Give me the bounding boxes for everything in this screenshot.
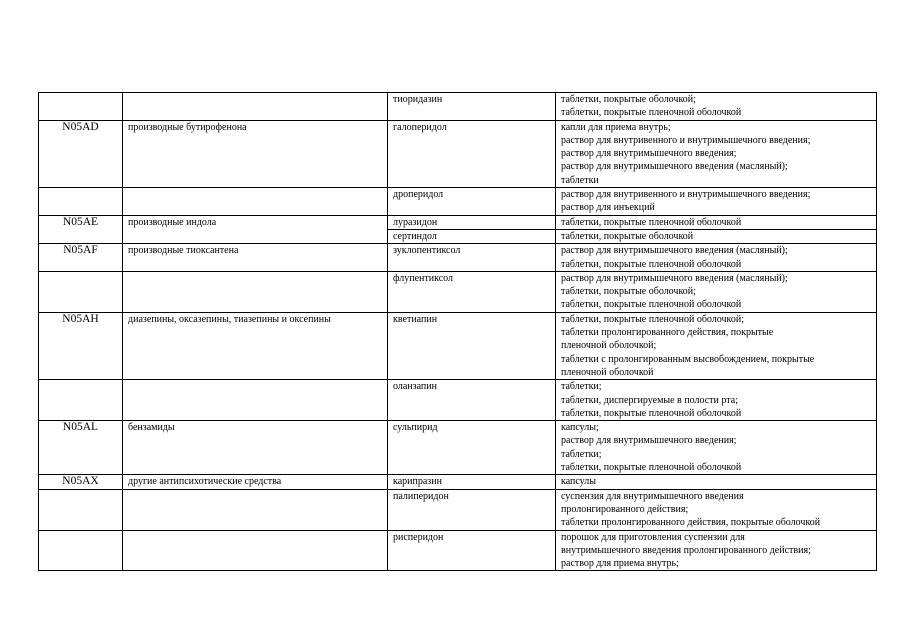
group-cell: бензамиды bbox=[123, 421, 388, 475]
atc-code-cell bbox=[39, 93, 123, 121]
atc-code-cell bbox=[39, 271, 123, 312]
group-cell bbox=[123, 271, 388, 312]
dosage-form-line: таблетки; bbox=[561, 448, 602, 460]
table-row bbox=[39, 380, 877, 421]
dosage-forms-cell bbox=[556, 312, 877, 379]
atc-code-cell: N05AF bbox=[39, 244, 123, 272]
dosage-form-line: таблетки; bbox=[561, 381, 602, 393]
atc-code-cell: N05AH bbox=[39, 312, 123, 379]
medication-table bbox=[38, 92, 877, 571]
drug-cell: сертиндол bbox=[388, 229, 556, 243]
dosage-form-line: таблетки, покрытые пленочной оболочкой bbox=[561, 407, 742, 419]
dosage-forms-cell bbox=[556, 421, 877, 475]
dosage-form-line: капли для приема внутрь; bbox=[561, 121, 671, 133]
dosage-form-line: порошок для приготовления суспензии для bbox=[561, 531, 745, 543]
dosage-forms-cell bbox=[556, 530, 877, 571]
drug-cell: дроперидол bbox=[388, 188, 556, 216]
table-row bbox=[39, 421, 877, 475]
dosage-form-line: таблетки, покрытые пленочной оболочкой bbox=[561, 299, 742, 311]
dosage-form-line: капсулы; bbox=[561, 422, 599, 434]
atc-code-cell: N05AE bbox=[39, 215, 123, 244]
dosage-form-line: таблетки, покрытые оболочкой; bbox=[561, 94, 696, 105]
dosage-form-line: раствор для внутримышечного введения (масляный); bbox=[561, 161, 788, 173]
dosage-form-line: таблетки пролонгированного действия, покрытые оболочкой bbox=[561, 517, 821, 529]
dosage-form-line: пленочной оболочкой bbox=[561, 366, 654, 378]
table-row bbox=[39, 312, 877, 379]
group-cell: другие антипсихотические средства bbox=[123, 475, 388, 489]
group-cell: производные тиоксантена bbox=[123, 244, 388, 272]
dosage-form-line: таблетки, покрытые пленочной оболочкой bbox=[561, 216, 742, 228]
dosage-form-line: раствор для приема внутрь; bbox=[561, 558, 679, 570]
group-cell bbox=[123, 530, 388, 571]
dosage-forms-cell bbox=[556, 188, 877, 216]
dosage-form-line: таблетки, покрытые пленочной оболочкой bbox=[561, 258, 742, 270]
dosage-form-line: раствор для внутривенного и внутримышечного введения; bbox=[561, 134, 811, 146]
dosage-form-line: таблетки, покрытые пленочной оболочкой; bbox=[561, 313, 745, 325]
drug-cell: карипразин bbox=[388, 475, 556, 489]
atc-code-cell bbox=[39, 188, 123, 216]
dosage-form-line: капсулы bbox=[561, 476, 596, 488]
drug-cell: рисперидон bbox=[388, 530, 556, 571]
dosage-form-line: суспензия для внутримышечного введения bbox=[561, 490, 744, 502]
drug-cell: флупентиксол bbox=[388, 271, 556, 312]
dosage-form-line: таблетки, покрытые пленочной оболочкой bbox=[561, 107, 742, 119]
dosage-forms-cell bbox=[556, 475, 877, 489]
dosage-form-line: раствор для внутримышечного введения; bbox=[561, 148, 737, 160]
table-row bbox=[39, 489, 877, 530]
dosage-forms-cell bbox=[556, 120, 877, 187]
atc-code-cell bbox=[39, 489, 123, 530]
dosage-form-line: пленочной оболочкой; bbox=[561, 340, 657, 352]
table-row bbox=[39, 271, 877, 312]
dosage-forms-cell bbox=[556, 93, 877, 121]
dosage-form-line: внутримышечного введения пролонгированного действия; bbox=[561, 544, 811, 556]
drug-cell: галоперидол bbox=[388, 120, 556, 187]
group-cell bbox=[123, 380, 388, 421]
dosage-forms-cell bbox=[556, 229, 877, 243]
group-cell: производные индола bbox=[123, 215, 388, 244]
table-row bbox=[39, 530, 877, 571]
atc-code-cell: N05AX bbox=[39, 475, 123, 489]
dosage-form-line: раствор для инъекций bbox=[561, 202, 655, 214]
dosage-form-line: таблетки, диспергируемые в полости рта; bbox=[561, 394, 738, 406]
group-cell bbox=[123, 188, 388, 216]
table-row bbox=[39, 188, 877, 216]
group-cell: диазепины, оксазепины, тиазепины и оксепины bbox=[123, 312, 388, 379]
atc-code-cell: N05AD bbox=[39, 120, 123, 187]
atc-code-cell bbox=[39, 530, 123, 571]
drug-cell: тиоридазин bbox=[388, 93, 556, 121]
drug-cell: луразидон bbox=[388, 215, 556, 229]
drug-cell: зуклопентиксол bbox=[388, 244, 556, 272]
dosage-form-line: таблетки с пролонгированным высвобождением, покрытые bbox=[561, 353, 815, 365]
dosage-form-line: пролонгированного действия; bbox=[561, 503, 689, 515]
atc-code-cell: N05AL bbox=[39, 421, 123, 475]
dosage-form-line: раствор для внутримышечного введения; bbox=[561, 435, 737, 447]
drug-cell: кветиапин bbox=[388, 312, 556, 379]
group-cell bbox=[123, 93, 388, 121]
group-cell: производные бутирофенона bbox=[123, 120, 388, 187]
dosage-form-line: раствор для внутривенного и внутримышечного введения; bbox=[561, 189, 811, 201]
dosage-form-line: таблетки, покрытые пленочной оболочкой bbox=[561, 462, 742, 474]
atc-code-cell bbox=[39, 380, 123, 421]
dosage-form-line: раствор для внутримышечного введения (масляный); bbox=[561, 245, 788, 257]
drug-cell: сульпирид bbox=[388, 421, 556, 475]
group-cell bbox=[123, 489, 388, 530]
table-row bbox=[39, 120, 877, 187]
dosage-forms-cell bbox=[556, 215, 877, 229]
drug-cell: палиперидон bbox=[388, 489, 556, 530]
dosage-form-line: таблетки, покрытые оболочкой bbox=[561, 230, 694, 242]
table-row bbox=[39, 215, 877, 229]
dosage-form-line: таблетки, покрытые оболочкой; bbox=[561, 286, 696, 298]
dosage-form-line: таблетки bbox=[561, 174, 599, 186]
drug-cell: оланзапин bbox=[388, 380, 556, 421]
table-row bbox=[39, 475, 877, 489]
table-row bbox=[39, 244, 877, 272]
dosage-form-line: таблетки пролонгированного действия, покрытые bbox=[561, 327, 774, 339]
dosage-forms-cell bbox=[556, 271, 877, 312]
table-body bbox=[39, 93, 877, 571]
dosage-forms-cell bbox=[556, 489, 877, 530]
dosage-form-line: раствор для внутримышечного введения (масляный); bbox=[561, 272, 788, 284]
dosage-forms-cell bbox=[556, 380, 877, 421]
table-row bbox=[39, 93, 877, 121]
dosage-forms-cell bbox=[556, 244, 877, 272]
